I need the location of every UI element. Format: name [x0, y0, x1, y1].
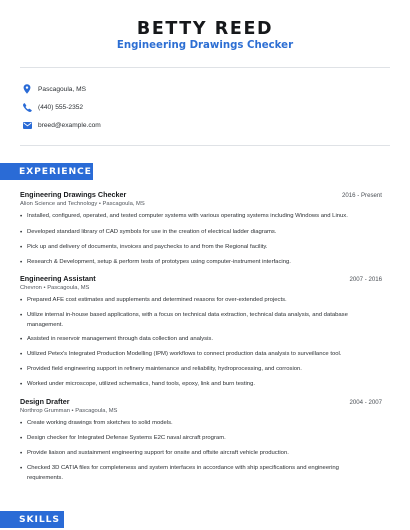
candidate-name: BETTY REED [136, 19, 274, 39]
job-company-line: Northrop Grumman • Pascagoula, MS [20, 408, 118, 414]
list-item: • Worked under microscope, utilized schematics, hand tools, epoxy, link and burn testing. [20, 381, 255, 388]
job-dates: 2016 - Present [342, 192, 382, 199]
job-entry [20, 274, 382, 291]
list-item: • Checked 3D CATIA files for completeness and system interfaces in accordance with ship specifications and engineering requirements. [20, 465, 339, 481]
list-item: • Create working drawings from sketches to solid models. [20, 420, 173, 427]
phone-text: (440) 555-2352 [38, 103, 84, 111]
job-company-line: Alion Science and Technology • Pascagoula, MS [20, 201, 145, 207]
list-item: • Developed standard library of CAD symbols for use in the creation of electrical ladder diagrams. [20, 229, 277, 236]
candidate-title: Engineering Drawings Checker [116, 40, 294, 51]
contact-location [22, 82, 86, 96]
job-company: Northrop Grumman [20, 408, 70, 414]
list-item: • Installed, configured, operated, and tested computer systems with various operating systems including Windows and Linux. [20, 213, 348, 220]
job-location: Pascagoula, MS [102, 201, 145, 207]
phone-icon [22, 101, 32, 113]
job-location: Pascagoula, MS [47, 285, 90, 291]
experience-heading: EXPERIENCE [0, 163, 93, 180]
envelope-icon [22, 119, 32, 131]
list-item: • Prepared AFE cost estimates and supplements and determined reasons for over-extended projects. [20, 297, 287, 304]
contact-phone [22, 100, 83, 114]
list-item: • Research & Development, setup & perform tests of prototypes using computer-instrument interfacing. [20, 259, 291, 266]
map-pin-icon [22, 83, 32, 95]
job-company: Alion Science and Technology [20, 201, 98, 207]
contact-email [22, 118, 101, 132]
list-item: • Pick up and delivery of documents, invoices and paychecks to and from the Regional facility. [20, 244, 268, 251]
list-item: • Provided field engineering support in refinery maintenance and reliability, hydroprocessing, and corrosion. [20, 366, 302, 373]
job-company: Chevron [20, 285, 42, 291]
job-dates: 2004 - 2007 [349, 399, 382, 406]
header-divider [20, 67, 390, 68]
job-dates: 2007 - 2016 [349, 276, 382, 283]
location-text: Pascagoula, MS [38, 85, 87, 93]
job-location: Pascagoula, MS [75, 408, 118, 414]
list-item: • Provide liaison and sustainment engineering support for onsite and offsite aircraft vehicle production. [20, 450, 289, 457]
email-text[interactable]: breed@example.com [38, 121, 101, 129]
list-item: • Utilize internal in-house based applications, with a focus on technical data extraction, technical data analysis, and database management. [20, 312, 348, 328]
job-entry [20, 397, 382, 414]
job-title: Engineering Drawings Checker [20, 190, 127, 199]
job-entry [20, 190, 382, 207]
job-title: Design Drafter [20, 397, 70, 406]
job-company-line: Chevron • Pascagoula, MS [20, 285, 90, 291]
list-item: • Design checker for Integrated Defense Systems E2C naval aircraft program. [20, 435, 226, 442]
list-item: • Assisted in reservoir management through data collection and analysis. [20, 336, 213, 343]
contact-divider [20, 145, 390, 146]
list-item: • Utilized Petex's Integrated Production Modelling (IPM) workflows to connect production data analysis to surveillance tool. [20, 351, 342, 358]
skills-heading: SKILLS [0, 511, 64, 528]
job-title: Engineering Assistant [20, 274, 96, 283]
